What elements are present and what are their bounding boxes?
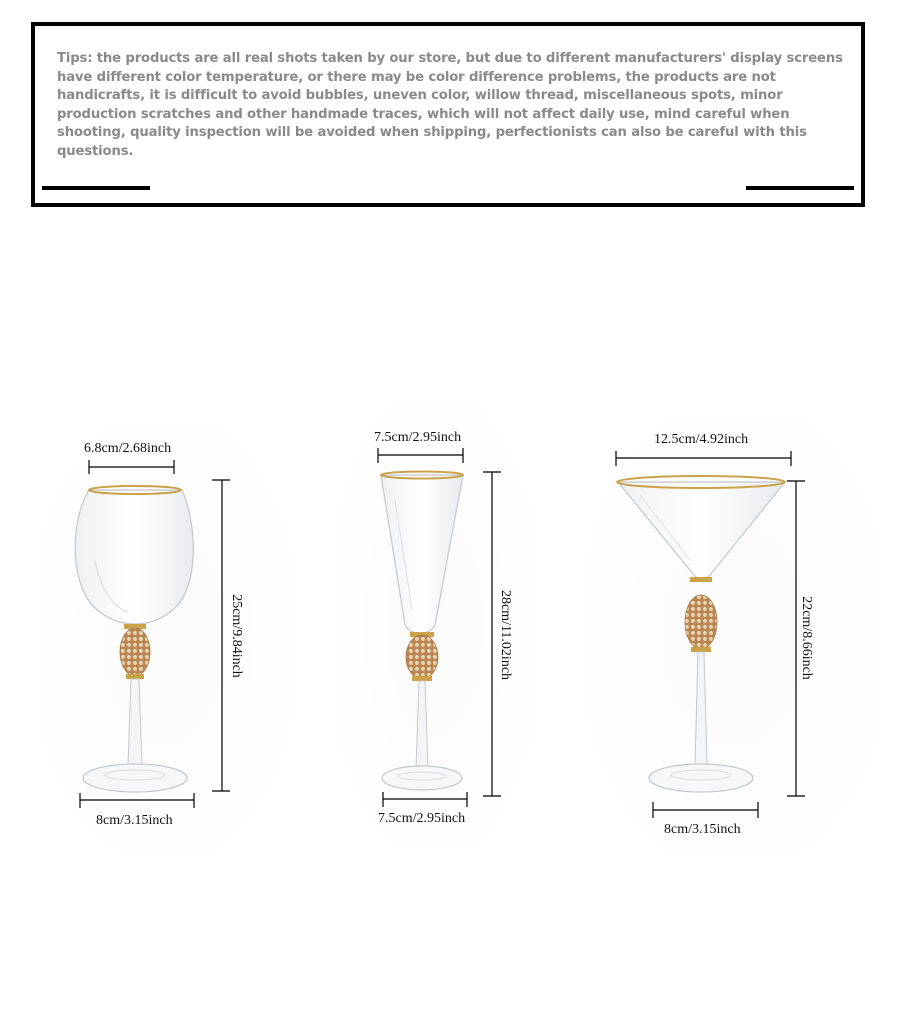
martini-base-width-label: 8cm/3.15inch	[664, 822, 741, 837]
martini-top-width-label: 12.5cm/4.92inch	[654, 432, 749, 447]
flute-base-width-label: 7.5cm/2.95inch	[378, 811, 466, 826]
martini-height-label: 22cm/8.66inch	[798, 596, 814, 680]
wine-glass-height-label: 25cm/9.84inch	[228, 594, 244, 678]
wine-glass-base-width-label: 8cm/3.15inch	[96, 813, 173, 828]
wine-glass-top-width-label: 6.8cm/2.68inch	[84, 441, 172, 456]
flute-top-width-label: 7.5cm/2.95inch	[374, 430, 462, 445]
flute-height-label: 28cm/11.02inch	[498, 589, 514, 681]
tips-text: Tips: the products are all real shots taken by our store, but due to different manufacturers' display screens have different color temperature, or there may be color difference problems, the products are not handicrafts, it is difficult to avoid bubbles, uneven color, willow thread, miscellaneous spots, minor production scratches and other handmade traces, which will not affect daily use, mind careful when shooting, quality inspection will be avoided when shipping, perfectionists can also be careful with this questions.	[57, 51, 843, 159]
